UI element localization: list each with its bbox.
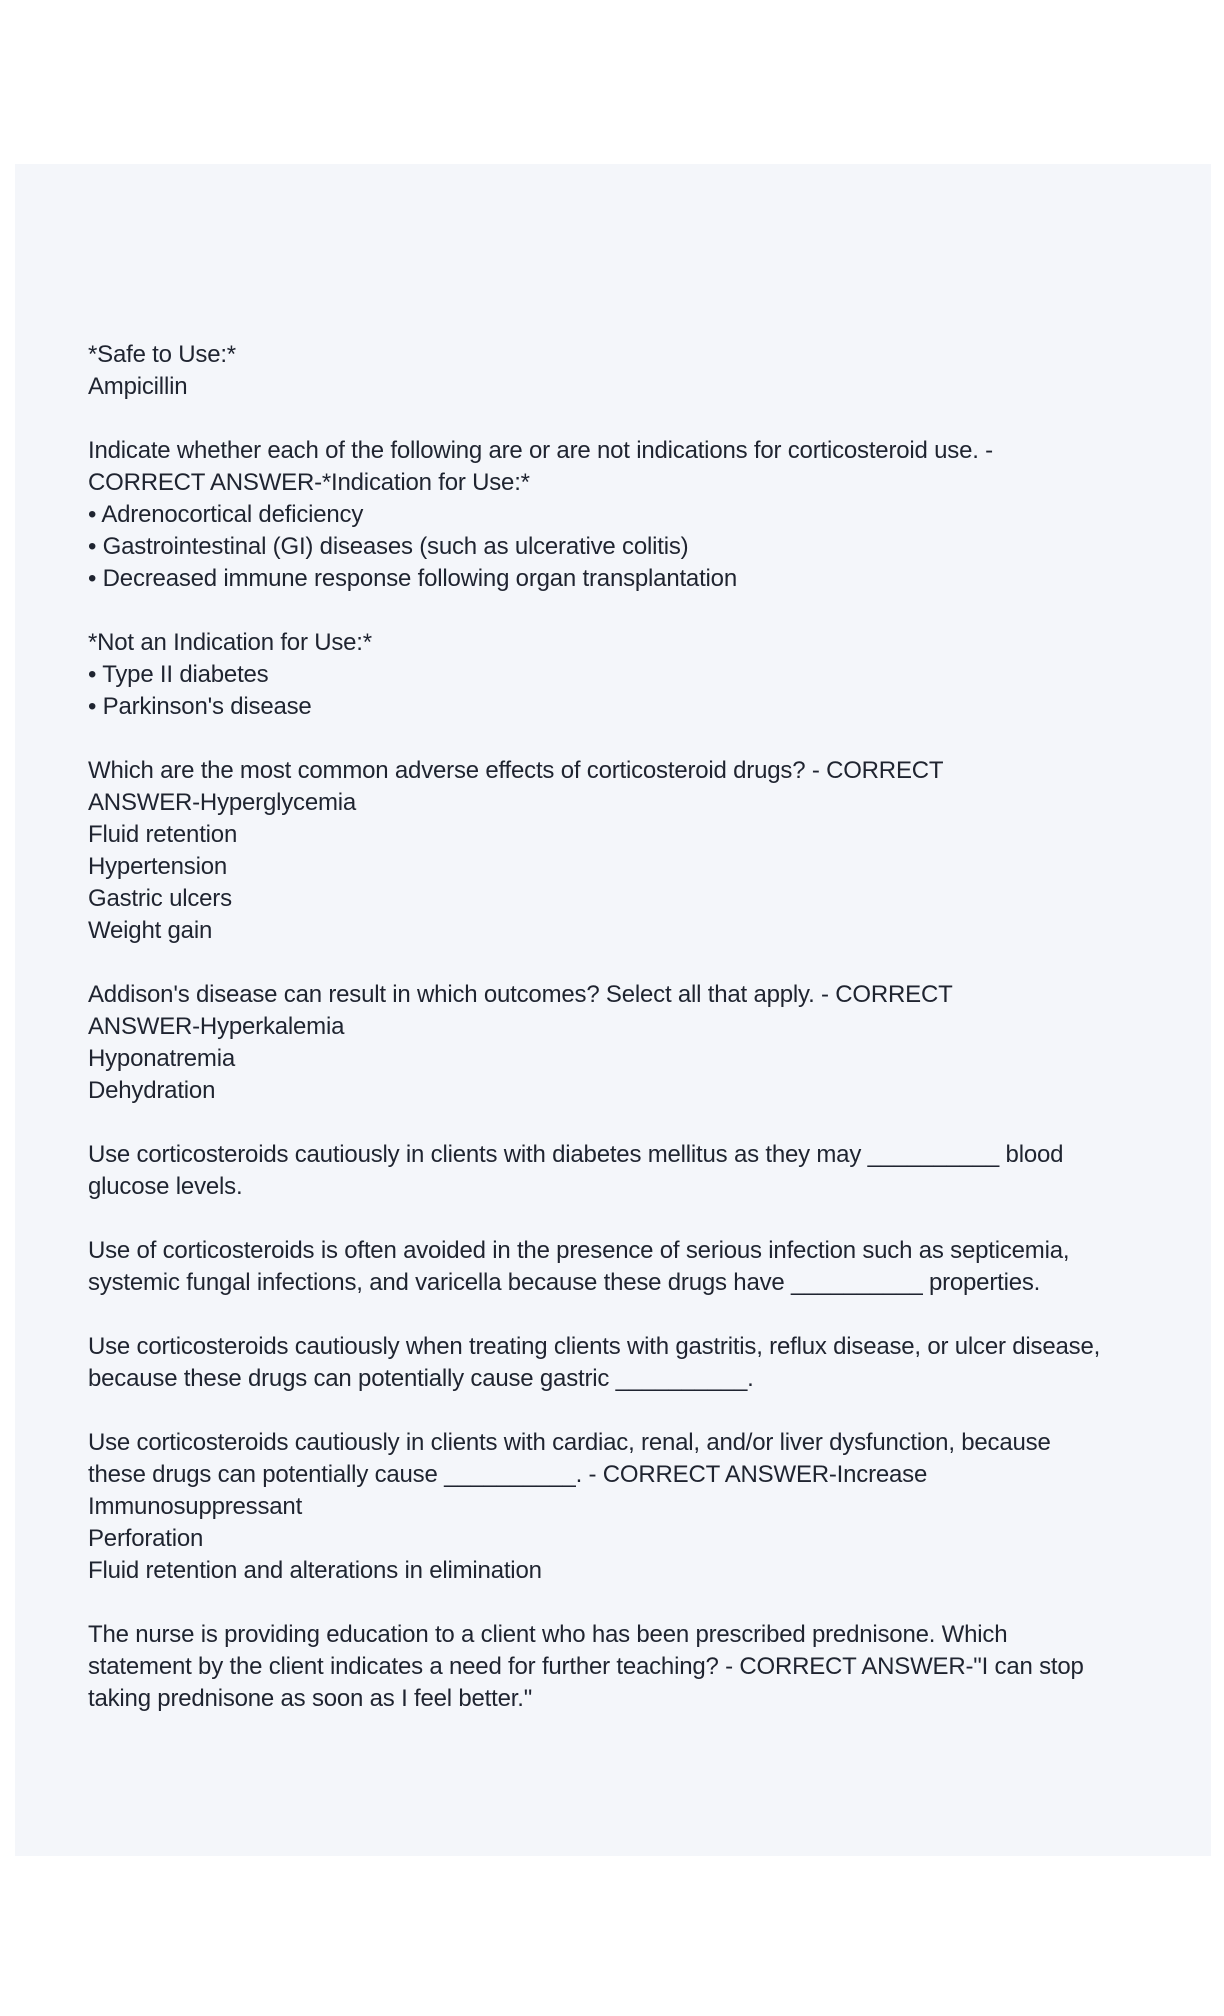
text-line: Perforation: [88, 1525, 204, 1552]
infection-caution-block: [88, 1235, 1148, 1299]
text-line: Weight gain: [88, 917, 213, 944]
text-line: Hyponatremia: [88, 1045, 236, 1072]
text-line: Use corticosteroids cautiously in clients with cardiac, renal, and/or liver dysfunction, because: [88, 1429, 1051, 1456]
diabetes-caution-block: [88, 1139, 1148, 1203]
text-line: Hypertension: [88, 853, 228, 880]
text-line: glucose levels.: [88, 1173, 243, 1200]
text-line: *Not an Indication for Use:*: [88, 629, 372, 656]
text-line: statement by the client indicates a need for further teaching? - CORRECT ANSWER-"I can stop: [88, 1653, 1084, 1680]
text-line: taking prednisone as soon as I feel better.": [88, 1685, 533, 1712]
list-item: • Gastrointestinal (GI) diseases (such as ulcerative colitis): [88, 533, 689, 560]
list-item: • Decreased immune response following organ transplantation: [88, 565, 737, 592]
text-line: CORRECT ANSWER-*Indication for Use:*: [88, 469, 530, 496]
text-line: Gastric ulcers: [88, 885, 232, 912]
text-line: Which are the most common adverse effects of corticosteroid drugs? - CORRECT: [88, 757, 944, 784]
gastric-caution-block: [88, 1331, 1148, 1395]
text-line: Use corticosteroids cautiously in clients with diabetes mellitus as they may __________ blood: [88, 1141, 1064, 1168]
text-line: systemic fungal infections, and varicella because these drugs have __________ properties.: [88, 1269, 1041, 1296]
text-line: these drugs can potentially cause __________. - CORRECT ANSWER-Increase: [88, 1461, 928, 1488]
text-line: *Safe to Use:*: [88, 341, 236, 368]
text-line: Addison's disease can result in which outcomes? Select all that apply. - CORRECT: [88, 981, 953, 1008]
text-line: because these drugs can potentially cause gastric __________.: [88, 1365, 754, 1392]
text-line: Immunosuppressant: [88, 1493, 303, 1520]
list-item: • Parkinson's disease: [88, 693, 312, 720]
indication-question-block: [88, 435, 1148, 595]
text-line: Indicate whether each of the following are or are not indications for corticosteroid use. -: [88, 437, 993, 464]
text-line: Ampicillin: [88, 373, 188, 400]
cardiac-caution-block: [88, 1427, 1148, 1587]
text-line: Fluid retention: [88, 821, 238, 848]
text-line: Use of corticosteroids is often avoided in the presence of serious infection such as septicemia,: [88, 1237, 1070, 1264]
addisons-block: [88, 979, 1148, 1107]
text-line: Use corticosteroids cautiously when treating clients with gastritis, reflux disease, or ulcer disease,: [88, 1333, 1101, 1360]
text-line: Dehydration: [88, 1077, 216, 1104]
adverse-effects-block: [88, 755, 1148, 947]
list-item: • Adrenocortical deficiency: [88, 501, 364, 528]
text-line: ANSWER-Hyperglycemia: [88, 789, 357, 816]
list-item: • Type II diabetes: [88, 661, 269, 688]
document-content: [88, 339, 1148, 1747]
safe-to-use-block: [88, 339, 1148, 403]
prednisone-teaching-block: [88, 1619, 1148, 1715]
text-line: ANSWER-Hyperkalemia: [88, 1013, 345, 1040]
text-line: The nurse is providing education to a client who has been prescribed prednisone. Which: [88, 1621, 1008, 1648]
text-line: Fluid retention and alterations in elimination: [88, 1557, 542, 1584]
not-indication-block: [88, 627, 1148, 723]
